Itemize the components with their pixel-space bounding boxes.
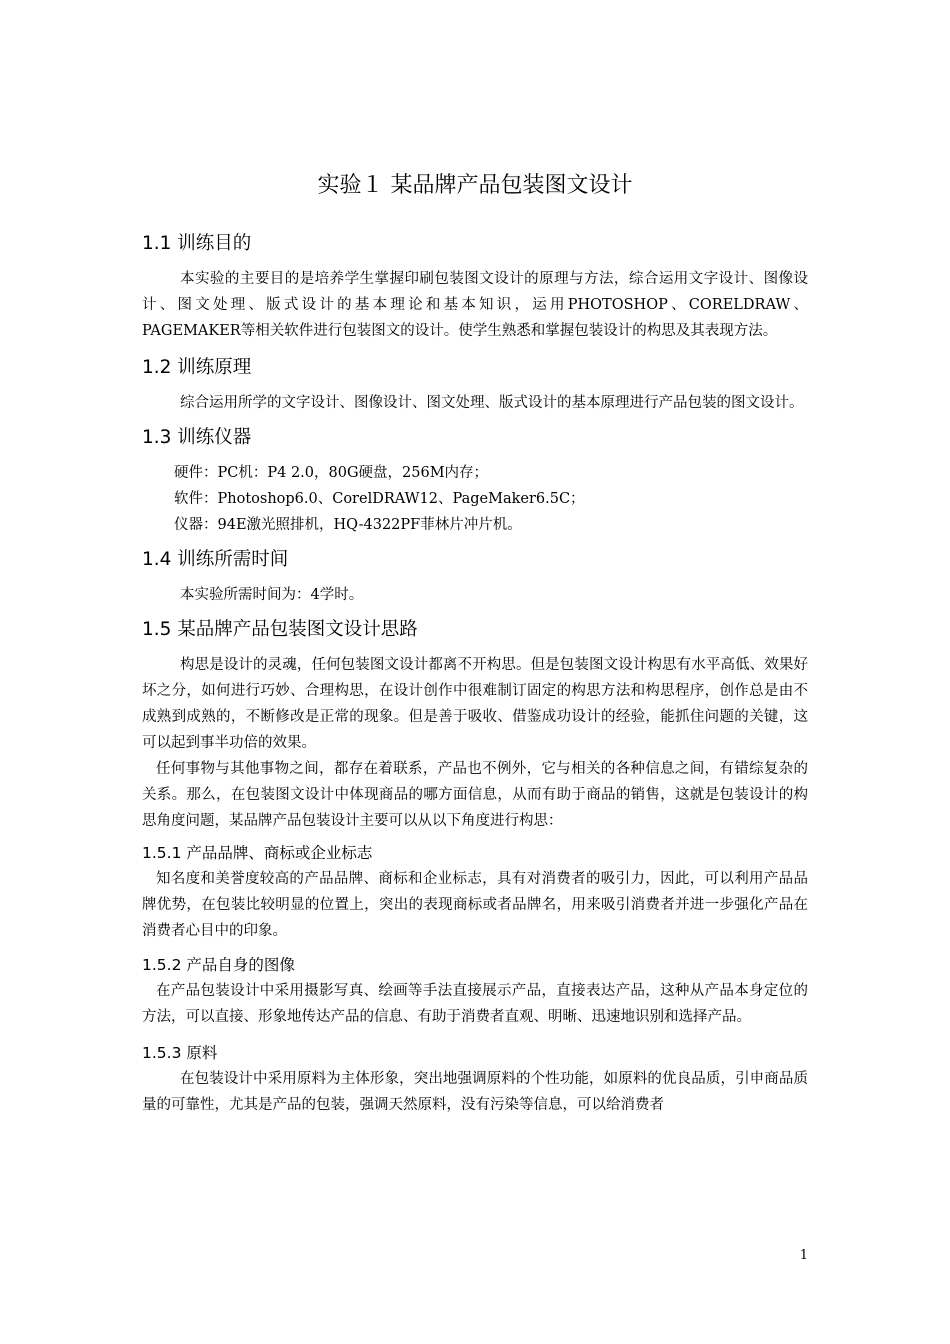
section-paragraph: 本实验的主要目的是培养学生掌握印刷包装图文设计的原理与方法，综合运用文字设计、图像设计、图文处理、版式设计的基本理论和基本知识，运用PHOTOSHOP、CORELDRAW、PAGEMAKER等相关软件进行包装图文的设计。使学生熟悉和掌握包装设计的构思及其表现方法。 <box>142 271 808 339</box>
section-paragraph: 构思是设计的灵魂，任何包装图文设计都离不开构思。但是包装图文设计构思有水平高低、效果好坏之分，如何进行巧妙、合理构思，在设计创作中很难制订固定的构思方法和构思程序，创作总是由不成熟到成熟的，不断修改是正常的现象。但是善于吸收、借鉴成功设计的经验，能抓住问题的关键，这可以起到事半功倍的效果。 <box>142 657 808 751</box>
section-heading: 1.5 某品牌产品包装图文设计思路 <box>142 619 418 640</box>
equipment-line-instruments: 仪器：94E激光照排机，HQ-4322PF菲林片冲片机。 <box>174 517 522 533</box>
section-paragraph: 本实验所需时间为：4学时。 <box>180 587 364 603</box>
section-paragraph: 综合运用所学的文字设计、图像设计、图文处理、版式设计的基本原理进行产品包装的图文设计。 <box>180 395 804 411</box>
equipment-line-hardware: 硬件：PC机：P4 2.0，80G硬盘，256M内存； <box>174 465 489 481</box>
subsection-paragraph: 知名度和美誉度较高的产品品牌、商标和企业标志，具有对消费者的吸引力，因此，可以利用产品品牌优势，在包装比较明显的位置上，突出的表现商标或者品牌名，用来吸引消费者并进一步强化产品在消费者心目中的印象。 <box>142 871 808 939</box>
section-heading: 1.4 训练所需时间 <box>142 549 289 570</box>
section-1-1 <box>142 228 808 344</box>
subsection-heading-1-5-2: 1.5.2 产品自身的图像 <box>142 956 295 974</box>
section-1-4 <box>142 544 808 608</box>
document-title: 实验１ 某品牌产品包装图文设计 <box>317 173 633 198</box>
subsection-heading-1-5-3: 1.5.3 原料 <box>142 1044 218 1062</box>
section-heading: 1.1 训练目的 <box>142 233 252 254</box>
section-heading: 1.2 训练原理 <box>142 357 252 378</box>
section-paragraph: 任何事物与其他事物之间，都存在着联系，产品也不例外，它与相关的各种信息之间，有错综复杂的关系。那么，在包装图文设计中体现商品的哪方面信息，从而有助于商品的销售，这就是包装设计的构思角度问题，某品牌产品包装设计主要可以从以下角度进行构思： <box>142 761 808 829</box>
section-1-3 <box>142 422 808 538</box>
subsection-paragraph: 在产品包装设计中采用摄影写真、绘画等手法直接展示产品，直接表达产品，这种从产品本身定位的方法，可以直接、形象地传达产品的信息、有助于消费者直观、明晰、迅速地识别和选择产品。 <box>142 983 808 1025</box>
section-heading: 1.3 训练仪器 <box>142 427 252 448</box>
subsection-paragraph: 在包装设计中采用原料为主体形象，突出地强调原料的个性功能，如原料的优良品质，引申商品质量的可靠性，尤其是产品的包装，强调天然原料，没有污染等信息，可以给消费者 <box>142 1071 808 1113</box>
page-number: 1 <box>799 1248 808 1263</box>
equipment-line-software: 软件：Photoshop6.0、CorelDRAW12、PageMaker6.5C； <box>174 491 585 507</box>
section-1-5 <box>142 614 808 1118</box>
subsection-heading-1-5-1: 1.5.1 产品品牌、商标或企业标志 <box>142 844 373 862</box>
section-1-2 <box>142 352 808 416</box>
